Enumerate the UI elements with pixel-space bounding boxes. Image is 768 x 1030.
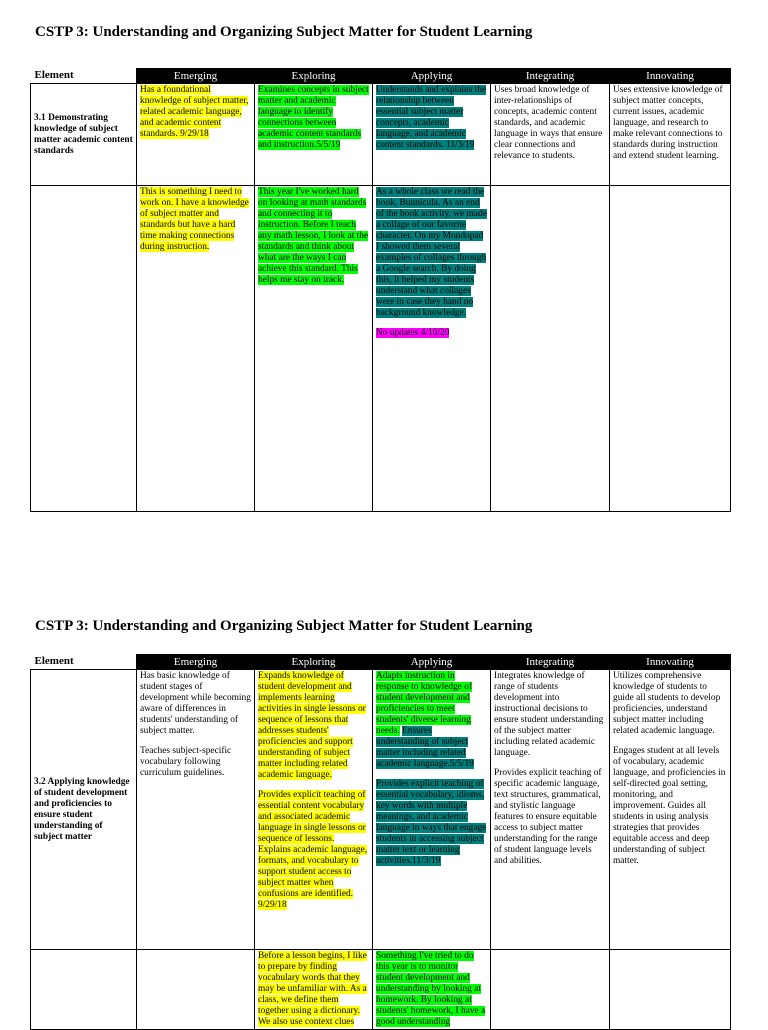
integrating-description: Uses broad knowledge of inter-relationships of concepts, academic content standards, and academic language in ways that ensure clear connections and relevance to students. (494, 85, 603, 161)
emerging-cell-2 (137, 670, 255, 950)
applying-cell (373, 84, 491, 186)
cstp-table-3-1 (30, 68, 731, 512)
level-header-emerging: Emerging (137, 69, 255, 84)
level-header-integrating-2: Integrating (491, 655, 610, 670)
exploring-reflection-2: Before a lesson begins, I like to prepare by finding vocabulary words that they may be unfamiliar with. As a class, we define them together using a dictionary. We also use context clues (258, 951, 367, 1027)
exploring-reflection: This year I've worked hard on looking at math standards and connecting it to instruction. Before I teach any math lesson, I look at the standards and think about what are the ways I can achieve this standard. This helps me stay on track. (258, 187, 369, 285)
innovating-reflection-cell (610, 186, 731, 512)
integrating-cell-2 (491, 670, 610, 950)
applying-description: Understands and explains the relationship between essential subject matter concepts, academic language, and academic content standards. 11/3/19 (376, 85, 487, 150)
applying-update: No updates 4/10/20 (376, 328, 450, 338)
exploring-description: Examines concepts in subject matter and academic language to identify connections between academic content standards and instruction.5/5/19 (258, 85, 369, 150)
exploring-cell-2 (255, 670, 373, 950)
innovating-cell-2 (610, 670, 731, 950)
applying-reflection-cell (373, 186, 491, 512)
innovating-reflection-cell-2 (610, 950, 731, 1030)
applying-description-1b: Ensures understanding of subject matter including related academic language.5/5/19 (376, 726, 474, 769)
element-reflection-empty (31, 186, 137, 512)
emerging-cell (137, 84, 255, 186)
innovating-cell (610, 84, 731, 186)
integrating-reflection-cell (491, 186, 610, 512)
level-header-integrating: Integrating (491, 69, 610, 84)
emerging-description-2: Teaches subject-specific vocabulary following curriculum guidelines. (140, 746, 232, 778)
innovating-description-2: Engages student at all levels of vocabulary, academic language, and proficiencies in self-directed goal setting, monitoring, and improvement. Guides all students in using analysis strategies that provides equitable access and deep understanding of subject matter. (613, 746, 726, 866)
exploring-reflection-cell-2 (255, 950, 373, 1030)
integrating-description-2: Provides explicit teaching of specific academic language, text structures, grammatical, and stylistic language features to ensure equitable access to subject matter understanding for the range of student language levels and abilities. (494, 768, 602, 866)
level-header-innovating-2: Innovating (610, 655, 731, 670)
applying-reflection-2: Something I've tried to do this year is to monitor student development and understanding by looking at homework. By looking at students' homework, I have a good understanding (376, 951, 486, 1027)
exploring-cell (255, 84, 373, 186)
exploring-description-2: Provides explicit teaching of essential content vocabulary and associated academic language in single lessons or sequence of lessons. Explains academic language, formats, and vocabulary to support student access to subject matter when confusions are identified. 9/29/18 (258, 790, 368, 910)
innovating-description: Uses extensive knowledge of subject matter concepts, current issues, academic language, and research to make relevant connections to standards during instruction and extend student learning. (613, 85, 723, 161)
level-header-emerging-2: Emerging (137, 655, 255, 670)
level-header-exploring-2: Exploring (255, 655, 373, 670)
element-header-2: Element (31, 655, 137, 670)
level-header-innovating: Innovating (610, 69, 731, 84)
integrating-description-1: Integrates knowledge of range of students development into instructional decisions to ensure student understanding of the subject matter including related academic language. (494, 671, 604, 758)
emerging-reflection: This is something I need to work on. I have a knowledge of subject matter and standards but have a hard time making connections during instruction. (140, 187, 249, 252)
innovating-description-1: Utilizes comprehensive knowledge of students to guide all students to develop proficiencies, understand subject matter including related academic language. (613, 671, 721, 736)
applying-description-2: Provides explicit teaching of essential vocabulary, idioms, key words with multiple meanings, and academic language in ways that engage students in accessing subject matter text or learning activities.11/3/19 (376, 779, 487, 866)
level-header-applying: Applying (373, 69, 491, 84)
emerging-description: Has a foundational knowledge of subject matter, related academic language, and academic content standards. 9/29/18 (140, 85, 249, 139)
cstp-table-3-2 (30, 654, 731, 1030)
exploring-description-1: Expands knowledge of student development and implements learning activities in single lessons or sequence of lessons that addresses students' proficiencies and support understanding of subject matter including related academic language. (258, 671, 366, 780)
applying-cell-2 (373, 670, 491, 950)
integrating-cell (491, 84, 610, 186)
element-header: Element (31, 69, 137, 84)
element-reflection-empty-2 (31, 950, 137, 1030)
emerging-reflection-cell (137, 186, 255, 512)
applying-reflection: As a whole class we read the book, Bunnicula. As an end of the book activity, we made a collage of our favorite character. On my Mondopad I showed them several examples of collages through a Google search. By doing this, it helped my students understand what collages were in case they hand no background knowledge. (376, 187, 487, 318)
exploring-reflection-cell (255, 186, 373, 512)
page-title: CSTP 3: Understanding and Organizing Subject Matter for Student Learning (35, 24, 533, 40)
page-title-2: CSTP 3: Understanding and Organizing Subject Matter for Student Learning (35, 618, 533, 634)
emerging-description-1: Has basic knowledge of student stages of development while becoming aware of differences in students' understanding of subject matter. (140, 671, 251, 736)
level-header-exploring: Exploring (255, 69, 373, 84)
element-label-2: 3.2 Applying knowledge of student development and proficiencies to ensure student understanding of subject matter (31, 670, 137, 950)
emerging-reflection-cell-2 (137, 950, 255, 1030)
integrating-reflection-cell-2 (491, 950, 610, 1030)
applying-description-1a: Adapts instruction in response to knowledge of student development and proficiencies to meet students' diverse learning needs. (376, 671, 473, 736)
element-label: 3.1 Demonstrating knowledge of subject matter academic content standards (31, 84, 137, 186)
level-header-applying-2: Applying (373, 655, 491, 670)
applying-reflection-cell-2 (373, 950, 491, 1030)
